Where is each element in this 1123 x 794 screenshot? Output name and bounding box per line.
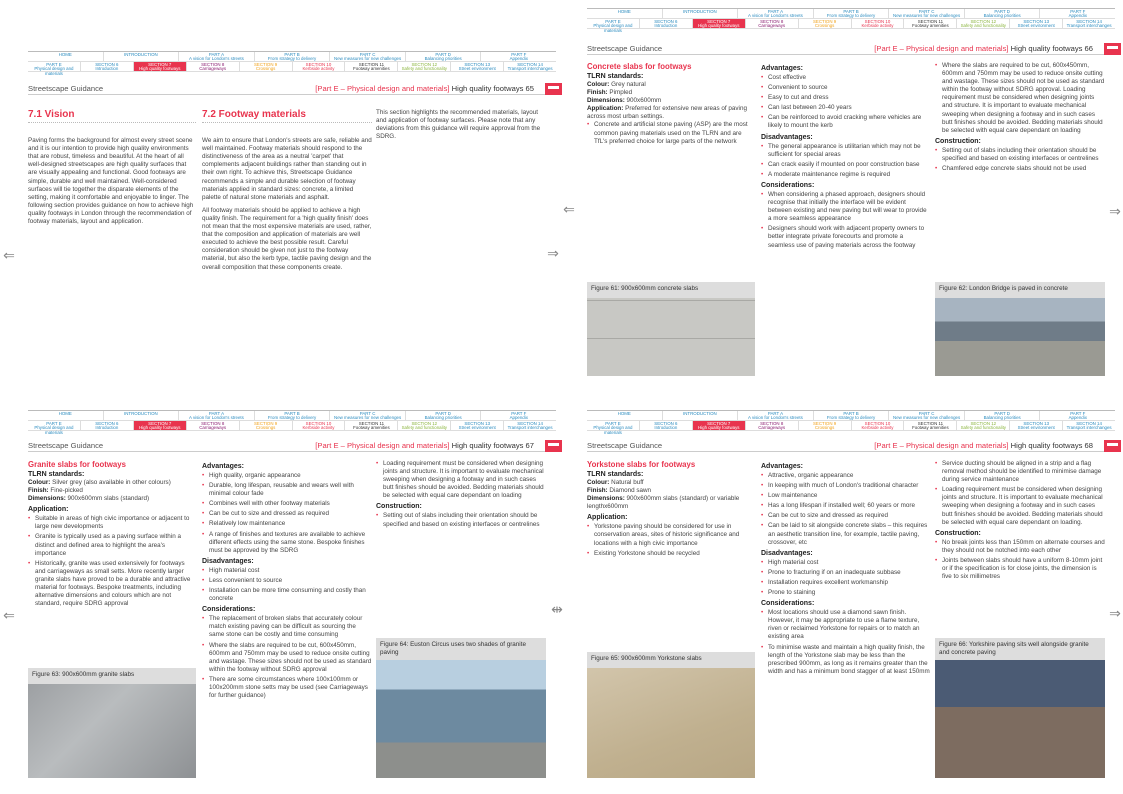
nav-section-13[interactable]: SECTION 13 Street environment (450, 62, 503, 71)
considerations-list: • When considering a phased approach, designers should recognise that initially the interface will be evident between existing and new paving but will wear to provide a more seamless appearance • Designers should work with adjacent property owners to better integrate private forecourts and promote a seamless use of paving materials across the footway (761, 191, 931, 250)
considerations-list: • The replacement of broken slabs that accurately colour match existing paving can be difficult as sourcing the same stone can be costly and time consuming • Where the slabs are required to be cut, 600x450mm, 600mm and 750mm may be used to reduce onsite cutting and wastage. These sizes should not be used as standard within the footway without SDRG approval • There are some circumstances where 100x100mm or 100x200mm stone setts may be used (see Carriageways for further guidance) (202, 615, 372, 700)
column-2: Advantages: • Cost effective • Convenient to source • Easy to cut and dress • Can last between 20-40 years • Can be reinforced to avoid cracking where vehicles are likely to mount the kerb Disadvantages: • The general appearance is utilitarian which may not be sufficient for special areas • Can crack easily if mounted on poor construction base • A moderate maintenance regime is required Considerations: • When considering a phased approach, designers should recognise that initially the interface will be evident between existing and new paving but will wear to provide a more seamless appearance • Designers should work with adjacent property owners to better integrate private forecourts and promote a seamless use of paving materials across the footway (761, 62, 931, 252)
nav-section-12[interactable]: SECTION 12 Safety and functionality (956, 421, 1009, 430)
top-nav (28, 51, 556, 76)
nav-section-9[interactable]: SECTION 9 Crossings (239, 421, 292, 430)
nav-part-a[interactable]: PART A A vision for London's streets (737, 411, 813, 420)
material-title: Concrete slabs for footways (587, 62, 692, 71)
bus-icon (1104, 43, 1121, 55)
column-3: • Where the slabs are required to be cut, 600x450mm, 600mm and 750mm may be used to reduce onsite cutting and wastage. These sizes should not be used as standard within the footway without SDRG approval. Loading requirement must be considered when designing joints and structure. It is important to evaluate mechanical sweeping when designing a footway and in such cases butt finishes should be avoided. Bedding materials should be selected with equal care dependant on loading Construction: • Setting out of slabs including their orientation should be specified and based on existing interfaces or centrelines • Chamfered edge concrete slabs should not be used (935, 62, 1105, 175)
nav-home[interactable]: HOME (617, 410, 631, 416)
nav-part-b[interactable]: PART B From strategy to delivery (254, 52, 330, 61)
section-intro: This section highlights the recommended materials, layout and application of footway surfaces. Please note that any deviations from this guidance will require approval from the SDRG. (376, 109, 541, 141)
granite-slabs-photo (28, 684, 196, 778)
figure-caption: Figure 61: 900x600mm concrete slabs (587, 282, 755, 298)
application-value: Preferred for extensive new areas of paving across most urban settings. (587, 105, 747, 121)
column-2: Advantages: • High quality, organic appearance • Durable, long lifespan, reusable and wears well with minimal colour fade • Combines well with other footway materials • Can be cut to size and dressed as required • Relatively low maintenance • A range of finishes and textures are available to achieve different effects using the same stone. Bespoke finishes must be approved by the SDRG Disadvantages: • High material cost • Less convenient to source • Installation can be more time consuming and costly than concrete Considerations: • The replacement of broken slabs that accurately colour match existing paving can be difficult as sourcing the same stone can be costly and time consuming • Where the slabs are required to be cut, 600x450mm, 600mm and 750mm may be used to reduce onsite cutting and wastage. These sizes should not be used as standard within the footway without SDRG approval • There are some circumstances where 100x100mm or 100x200mm stone setts may be used (see Carriageways for further guidance) (202, 460, 372, 702)
nav-section-12[interactable]: SECTION 12 Safety and functionality (397, 421, 450, 430)
nav-section-14[interactable]: SECTION 14 Transport interchanges (503, 421, 556, 430)
nav-section-13[interactable]: SECTION 13 Street environment (450, 421, 503, 430)
page-header (587, 440, 1115, 452)
umbrella-photo (935, 660, 1105, 778)
nav-part-a[interactable]: PART A A vision for London's streets (178, 411, 254, 420)
nav-part-c[interactable]: PART C New measures for new challenges (329, 52, 405, 61)
nav-part-a[interactable]: PART A A vision for London's streets (737, 9, 813, 18)
dimensions-value: 900x600mm slabs (standard) or variable lengthx600mm (587, 495, 740, 511)
advantages-list: • Cost effective • Convenient to source • Easy to cut and dress • Can last between 20-40 years • Can be reinforced to avoid cracking where vehicles are likely to mount the kerb (761, 74, 931, 131)
dimensions-value: 900x600mm (626, 97, 662, 105)
construction-list: • Setting out of slabs including their orientation should be specified and based on existing interfaces or centrelines (376, 512, 546, 528)
column-2: Advantages: • Attractive, organic appearance • In keeping with much of London's traditional character • Low maintenance • Has a long lifespan if installed well; 60 years or more • Can be cut to size and dressed as required • Can be laid to sit alongside concrete slabs – this requires an aesthetic transition line, for example, tactile paving, crossover, etc Disadvantages: • High material cost • Prone to fracturing if on an inadequate subbase • Installation requires excellent workmanship • Prone to staining Considerations: • Most locations should use a diamond sawn finish. However, it may be appropriate to use a flame texture, riven or reclaimed Yorkstone for repairs or to match an existing area • To minimise waste and maintain a high quality finish, the length of the Yorkstone slab may be less than the prescribed 900mm, as long as it remains greater than the width and has a minimum bond stagger of at least 150mm (761, 460, 931, 678)
colour-value: Grey natural (611, 81, 646, 88)
nav-introduction[interactable]: INTRODUCTION (103, 411, 179, 420)
nav-introduction[interactable]: INTRODUCTION (662, 411, 738, 420)
finish-value: Pimpled (609, 89, 633, 97)
nav-part-e[interactable]: PART E Physical design and materials (593, 18, 633, 33)
nav-row-parts (587, 9, 1115, 19)
colour-value: Natural buff (611, 479, 644, 486)
next-page-arrow-icon[interactable]: ⇒ (547, 245, 559, 261)
page-number: 65 (525, 84, 534, 93)
nav-part-a[interactable]: PART A A vision for London's streets (178, 52, 254, 61)
nav-section-12[interactable]: SECTION 12 Safety and functionality (956, 19, 1009, 28)
nav-part-c[interactable]: PART C New measures for new challenges (888, 9, 964, 18)
nav-section-9[interactable]: SECTION 9 Crossings (239, 62, 292, 71)
doc-title: Streetscape Guidance (587, 441, 663, 450)
prev-page-arrow-icon[interactable]: ⇐ (3, 247, 15, 263)
nav-section-12[interactable]: SECTION 12 Safety and functionality (397, 62, 450, 71)
nav-section-7[interactable]: SECTION 7 High quality footways (133, 62, 186, 71)
page-location: [Part E – Physical design and materials] High quality footways 65 (315, 84, 534, 93)
construction-list: • No break joints less than 150mm on alternate courses and they should not be notched into each other • Joints between slabs should have a uniform 8-10mm joint or if the specification is for close joints, the dimension is five to six millimetres (935, 539, 1105, 581)
prev-page-arrow-icon[interactable]: ⇐ (3, 607, 15, 623)
nav-part-d[interactable]: PART D Balancing priorities (405, 52, 481, 61)
page-header (28, 83, 556, 95)
page-66 (581, 0, 1121, 376)
nav-row-sections (587, 420, 1115, 435)
nav-part-e[interactable]: PART E Physical design and materials (593, 420, 633, 435)
figure-62 (935, 282, 1105, 376)
nav-section-11[interactable]: SECTION 11 Footway amenities (344, 62, 397, 71)
advantages-list: • Attractive, organic appearance • In keeping with much of London's traditional character • Low maintenance • Has a long lifespan if installed well; 60 years or more • Can be cut to size and dressed as required • Can be laid to sit alongside concrete slabs – this requires an aesthetic transition line, for example, tactile paving, crossover, etc (761, 472, 931, 547)
nav-section-7[interactable]: SECTION 7 High quality footways (692, 19, 745, 28)
disadvantages-list: • The general appearance is utilitarian which may not be sufficient for special areas • Can crack easily if mounted on poor construction base • A moderate maintenance regime is required (761, 143, 931, 179)
column-3: • Service ducting should be aligned in a strip and a flag removal method should be identified to minimise damage during service maintenance • Loading requirement must be considered when designing joints and structure. It is important to evaluate mechanical sweeping when designing a footway and in such cases butt finishes should be avoided. Bedding materials should be selected with equal care dependant on loading. Construction: • No break joints less than 150mm on alternate courses and they should not be notched into each other • Joints between slabs should have a uniform 8-10mm joint or if the specification is for close joints, the dimension is five to six millimetres (935, 460, 1105, 583)
column-1: Yorkstone slabs for footways TLRN standards: Colour: Natural buff Finish: Diamond sawn Dimensions: 900x600mm slabs (standard) or variable lengthx600mm Application: • Yorkstone paving should be considered for use in conservation areas, sites of historic significance and locations with a high civic importance • Existing Yorkstone should be recycled (587, 460, 755, 560)
next-page-arrow-icon[interactable]: ⇒ (1109, 203, 1121, 219)
nav-part-b[interactable]: PART B From strategy to delivery (813, 411, 889, 420)
column-1: Granite slabs for footways TLRN standards: Colour: Silver grey (also available in other colours) Finish: Fine-picked Dimensions: 900x600mm slabs (standard) Application: • Suitable in areas of high civic importance or adjacent to large new developments • Granite is typically used as a paving surface within a distinct and defined area to highlight the area's importance • Historically, granite was used extensively for footways and carriageways as small setts. More recently larger granite slabs have proved to be a durable and attractive material for footways. Bespoke treatments, including alternative dimensions and colours which are not standard, require SDRG approval (28, 460, 196, 610)
figure-caption: Figure 66: Yorkshire paving sits well alongside granite and concrete paving (935, 638, 1105, 660)
nav-section-14[interactable]: SECTION 14 Transport interchanges (503, 62, 556, 71)
vision-text: Paving forms the background for almost every street scene and it is our intention to provide high quality environments that are robust, timeless and beautiful. At the heart of all well-designed streetscapes are high quality surfaces that are visually appealing and functional. Good footways are simple, durable and well maintained. Well-considered surfaces will tie together the disparate elements of the setting, making it comfortable and enjoyable to linger. The following section provides guidance on how to achieve high quality footways in London through the recommendation of footway materials, layout and application. (28, 137, 194, 226)
colour-value: Silver grey (also available in other colours) (52, 479, 171, 486)
figure-64 (376, 638, 546, 778)
column-materials (202, 111, 372, 277)
application-list: • Concrete and artificial stone paving (ASP) are the most common paving materials used on the TLRN and are TfL's preferred choice for large parts of the network (587, 121, 755, 145)
doc-title: Streetscape Guidance (28, 441, 104, 450)
page-number: 68 (1084, 441, 1093, 450)
material-title: Yorkstone slabs for footways (587, 460, 696, 469)
nav-section-11[interactable]: SECTION 11 Footway amenities (903, 19, 956, 28)
nav-part-c[interactable]: PART C New measures for new challenges (888, 411, 964, 420)
finish-value: Diamond sawn (609, 487, 652, 495)
page-number: 67 (525, 441, 534, 450)
nav-part-c[interactable]: PART C New measures for new challenges (329, 411, 405, 420)
page-location: [Part E – Physical design and materials] High quality footways 68 (874, 441, 1093, 450)
application-list: • Suitable in areas of high civic importance or adjacent to large new developments • Granite is typically used as a paving surface within a distinct and defined area to highlight the area's importance • Historically, granite was used extensively for footways and carriageways as small setts. More recently larger granite slabs have proved to be a durable and attractive material for footways. Bespoke treatments, including alternative dimensions and colours which are not standard, require SDRG approval (28, 515, 196, 608)
nav-part-d[interactable]: PART D Balancing priorities (964, 411, 1040, 420)
nav-row-parts (587, 411, 1115, 421)
page-65 (22, 43, 562, 419)
finish-value: Fine-picked (50, 487, 83, 495)
disadvantages-list: • High material cost • Less convenient to source • Installation can be more time consuming and costly than concrete (202, 567, 372, 603)
nav-part-e[interactable]: PART E Physical design and materials (34, 61, 74, 76)
nav-section-13[interactable]: SECTION 13 Street environment (1009, 19, 1062, 28)
top-nav (28, 410, 556, 435)
construction-list: • Setting out of slabs including their orientation should be specified and based on existing interfaces or centrelines • Chamfered edge concrete slabs should not be used (935, 147, 1105, 173)
disadvantages-list: • High material cost • Prone to fracturing if on an inadequate subbase • Installation requires excellent workmanship • Prone to staining (761, 559, 931, 597)
advantages-list: • High quality, organic appearance • Durable, long lifespan, reusable and wears well with minimal colour fade • Combines well with other footway materials • Can be cut to size and dressed as required • Relatively low maintenance • A range of finishes and textures are available to achieve different effects using the same stone. Bespoke finishes must be approved by the SDRG (202, 472, 372, 555)
top-nav (587, 8, 1115, 33)
heading-vision: 7.1 Vision (28, 111, 196, 123)
nav-home[interactable]: HOME (58, 410, 72, 416)
nav-section-6[interactable]: SECTION 6 Introduction (639, 19, 692, 28)
nav-section-6[interactable]: SECTION 6 Introduction (80, 421, 133, 430)
nav-row-sections (28, 420, 556, 435)
considerations-list: • Most locations should use a diamond sawn finish. However, it may be appropriate to use a flame texture, riven or reclaimed Yorkstone for repairs or to match an existing area • To minimise waste and maintain a high quality finish, the length of the Yorkstone slab may be less than the prescribed 900mm, as long as it remains greater than the width and has a minimum bond stagger of at least 150mm (761, 609, 931, 676)
nav-section-10[interactable]: SECTION 10 Kerbside activity (292, 421, 345, 430)
figure-63 (28, 668, 196, 778)
swap-page-arrow-icon[interactable]: ⇹ (551, 601, 563, 617)
nav-home[interactable]: HOME (58, 51, 72, 57)
page-location: [Part E – Physical design and materials] High quality footways 67 (315, 441, 534, 450)
nav-section-10[interactable]: SECTION 10 Kerbside activity (851, 19, 904, 28)
nav-section-8[interactable]: SECTION 8 Carriageways (186, 62, 239, 71)
column-1: Concrete slabs for footways TLRN standards: Colour: Grey natural Finish: Pimpled Dimensions: 900x600mm Application: Preferred for extensive new areas of paving across most urban settings. • Concrete and artificial stone paving (ASP) are the most common paving materials used on the TLRN and are TfL's preferred choice for large parts of the network (587, 62, 755, 148)
application-list: • Yorkstone paving should be considered for use in conservation areas, sites of historic significance and locations with a high civic importance • Existing Yorkstone should be recycled (587, 523, 755, 557)
nav-section-13[interactable]: SECTION 13 Street environment (1009, 421, 1062, 430)
figure-caption: Figure 65: 900x600mm Yorkstone slabs (587, 652, 755, 668)
nav-part-b[interactable]: PART B From strategy to delivery (254, 411, 330, 420)
page-header (587, 43, 1115, 55)
tlrn-standards: TLRN standards: (587, 471, 644, 478)
figure-65 (587, 652, 755, 778)
nav-section-8[interactable]: SECTION 8 Carriageways (745, 421, 798, 430)
nav-section-10[interactable]: SECTION 10 Kerbside activity (292, 62, 345, 71)
nav-section-8[interactable]: SECTION 8 Carriageways (186, 421, 239, 430)
page-number: 66 (1084, 44, 1093, 53)
nav-section-9[interactable]: SECTION 9 Crossings (798, 421, 851, 430)
nav-section-7[interactable]: SECTION 7 High quality footways (133, 421, 186, 430)
nav-section-6[interactable]: SECTION 6 Introduction (639, 421, 692, 430)
prev-page-arrow-icon[interactable]: ⇐ (563, 201, 575, 217)
bus-icon (545, 440, 562, 452)
yorkstone-slabs-photo (587, 668, 755, 778)
nav-row-sections (28, 61, 556, 76)
nav-introduction[interactable]: INTRODUCTION (662, 9, 738, 18)
tlrn-standards: TLRN standards: (587, 73, 644, 80)
nav-part-d[interactable]: PART D Balancing priorities (405, 411, 481, 420)
nav-part-f[interactable]: PART F Appendix (1039, 411, 1115, 420)
nav-row-parts (28, 52, 556, 62)
euston-circus-photo (376, 660, 546, 778)
page-location: [Part E – Physical design and materials] High quality footways 66 (874, 44, 1093, 53)
top-nav (587, 410, 1115, 435)
nav-part-b[interactable]: PART B From strategy to delivery (813, 9, 889, 18)
nav-part-f[interactable]: PART F Appendix (480, 411, 556, 420)
material-title: Granite slabs for footways (28, 460, 126, 469)
figure-66 (935, 638, 1105, 778)
nav-part-f[interactable]: PART F Appendix (1039, 9, 1115, 18)
london-bridge-photo (935, 298, 1105, 376)
page-header (28, 440, 556, 452)
nav-home[interactable]: HOME (617, 8, 631, 14)
page-67 (22, 402, 562, 778)
column-3: • Loading requirement must be considered when designing joints and structure. It is important to evaluate mechanical sweeping when designing a footway and in such cases butt finishes should be avoided. Bedding materials should be selected with equal care dependant on loading Construction: • Setting out of slabs including their orientation should be specified and based on existing interfaces or centrelines (376, 460, 546, 531)
nav-row-sections (587, 18, 1115, 33)
nav-section-9[interactable]: SECTION 9 Crossings (798, 19, 851, 28)
nav-part-e[interactable]: PART E Physical design and materials (34, 420, 74, 435)
nav-part-f[interactable]: PART F Appendix (480, 52, 556, 61)
nav-section-14[interactable]: SECTION 14 Transport interchanges (1062, 421, 1115, 430)
page-68 (581, 402, 1121, 778)
nav-section-6[interactable]: SECTION 6 Introduction (80, 62, 133, 71)
concrete-slabs-photo (587, 298, 755, 376)
figure-caption: Figure 64: Euston Circus uses two shades of granite paving (376, 638, 546, 660)
nav-section-11[interactable]: SECTION 11 Footway amenities (903, 421, 956, 430)
dimensions-value: 900x600mm slabs (standard) (67, 495, 150, 503)
nav-section-8[interactable]: SECTION 8 Carriageways (745, 19, 798, 28)
figure-61 (587, 282, 755, 376)
column-intro (376, 109, 546, 146)
nav-section-10[interactable]: SECTION 10 Kerbside activity (851, 421, 904, 430)
column-vision (28, 111, 196, 231)
nav-part-d[interactable]: PART D Balancing priorities (964, 9, 1040, 18)
heading-materials: 7.2 Footway materials (202, 111, 372, 123)
tlrn-standards: TLRN standards: (28, 471, 85, 478)
nav-row-parts (28, 411, 556, 421)
nav-section-11[interactable]: SECTION 11 Footway amenities (344, 421, 397, 430)
materials-text-1: We aim to ensure that London's streets are safe, reliable and well maintained. Footway materials should respond to the distinctiveness of the area as a neutral 'carpet' that complements adjacent buildings rather than standing out in their own right. To achieve this, Streetscape Guidance recommends a simple and durable selection of footway materials applied in standard sizes: concrete, a limited palette of natural stone materials and asphalt. (202, 137, 372, 201)
doc-title: Streetscape Guidance (587, 44, 663, 53)
nav-section-7[interactable]: SECTION 7 High quality footways (692, 421, 745, 430)
nav-introduction[interactable]: INTRODUCTION (103, 52, 179, 61)
materials-text-2: All footway materials should be applied to achieve a high quality finish. The requirement for a 'high quality finish' does not mean that the most expensive materials are used, rather, that the composition and application of materials are well executed to achieve the best possible result. Careful consideration should be given not just to the footway material, but also the kerb type, tactile paving design and the overall composition that these components create. (202, 206, 372, 271)
nav-section-14[interactable]: SECTION 14 Transport interchanges (1062, 19, 1115, 28)
bus-icon (545, 83, 562, 95)
bus-icon (1104, 440, 1121, 452)
doc-title: Streetscape Guidance (28, 84, 104, 93)
figure-caption: Figure 63: 900x600mm granite slabs (28, 668, 196, 684)
figure-caption: Figure 62: London Bridge is paved in concrete (935, 282, 1105, 298)
next-page-arrow-icon[interactable]: ⇒ (1109, 605, 1121, 621)
